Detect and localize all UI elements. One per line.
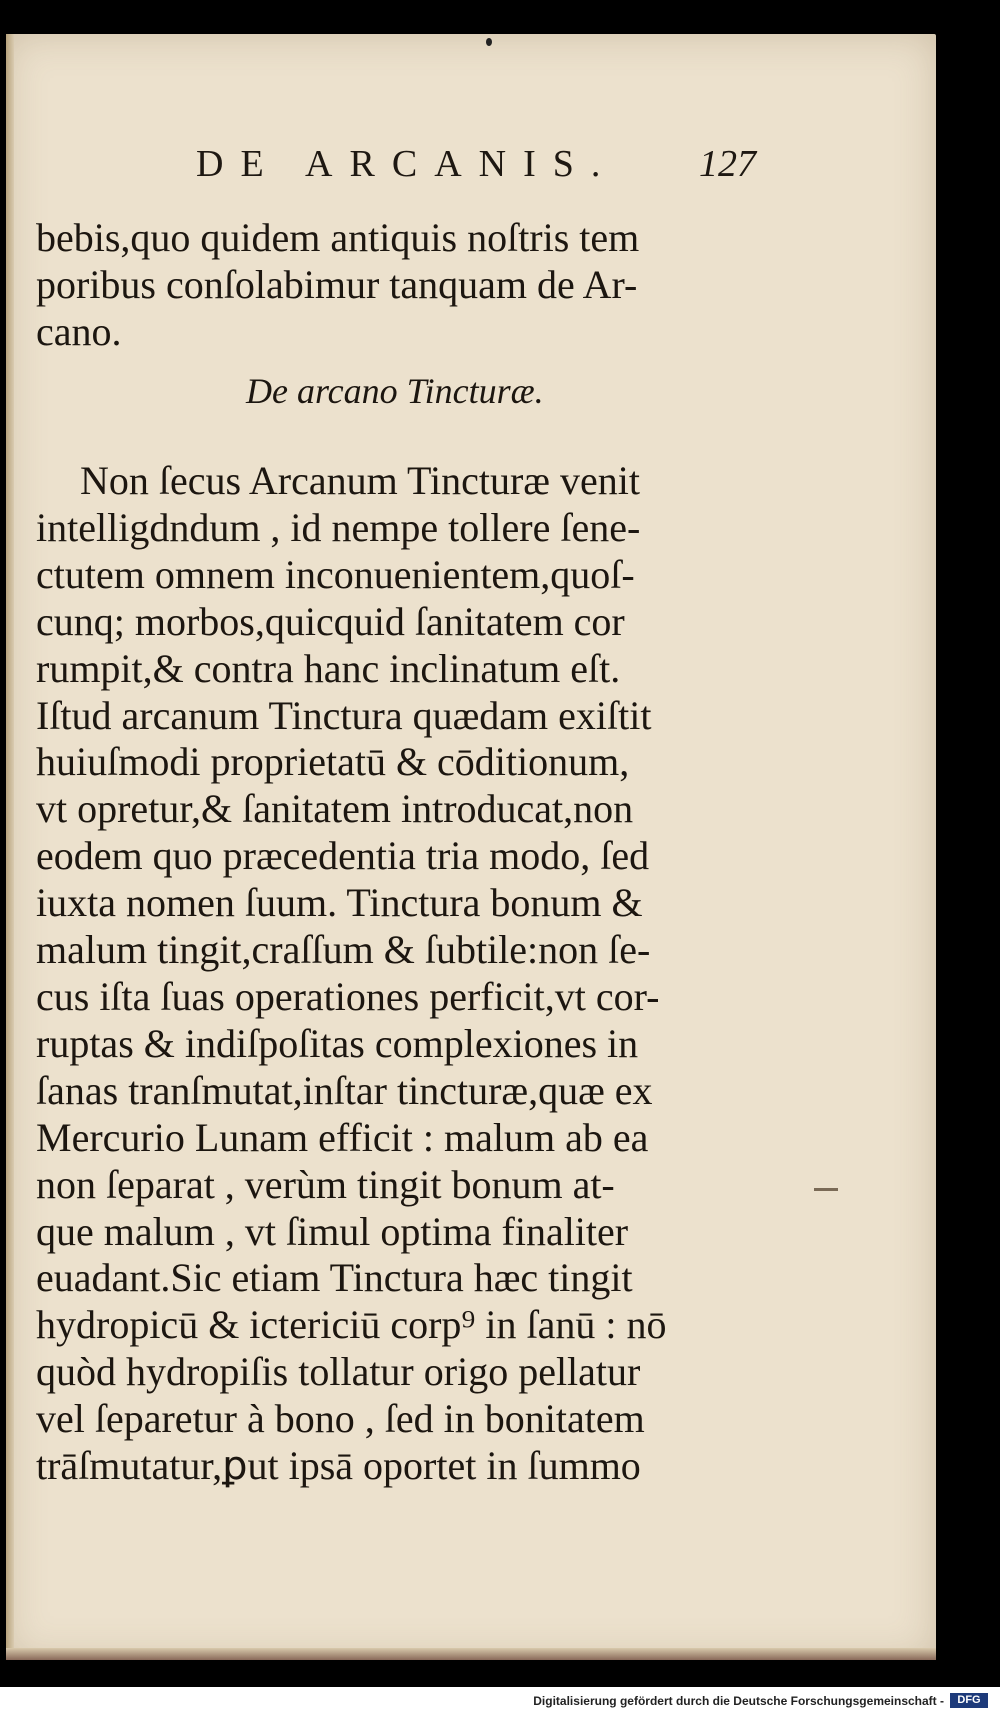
text-line: non ſeparat , verùm tingit bonum at- — [36, 1161, 615, 1207]
text-line: que malum , vt ſimul optima finaliter — [36, 1208, 629, 1254]
page-number: 127 — [699, 143, 756, 185]
text-line: Iſtud arcanum Tinctura quædam exiſtit — [36, 692, 652, 738]
opening-text — [36, 214, 756, 355]
text-line: euadant.Sic etiam Tinctura hæc tingit — [36, 1255, 633, 1301]
text-line: eodem quo præcedentia tria modo, ſed — [36, 833, 650, 879]
text-line: malum tingit,craſſum & ſubtile:non ſe- — [36, 927, 651, 973]
text-line: rumpit,& contra hanc inclinatum eſt. — [36, 645, 621, 691]
footer-credit: Digitalisierung gefördert durch die Deutsche Forschungsgemeinschaft - — [533, 1694, 944, 1708]
body-text — [36, 458, 766, 1490]
page-gutter — [6, 34, 14, 1660]
text-line: huiuſmodi proprietatū & cōditionum, — [36, 739, 630, 785]
text-line: ruptas & indiſpoſitas complexiones in — [36, 1020, 639, 1066]
text-line: cus iſta ſuas operationes perficit,vt cor- — [36, 973, 660, 1019]
text-line: iuxta nomen ſuum. Tinctura bonum & — [36, 880, 643, 926]
page-bottom-edge — [6, 1648, 936, 1660]
text-line: ctutem omnem inconuenientem,quoſ- — [36, 551, 635, 597]
running-title: DE ARCANIS. — [196, 143, 618, 185]
text-line: Mercurio Lunam efficit : malum ab ea — [36, 1114, 649, 1160]
section-heading: De arcano Tincturæ. — [246, 371, 544, 411]
text-line: vel ſeparetur à bono , ſed in bonitatem — [36, 1396, 645, 1442]
dfg-logo-icon: DFG — [950, 1693, 988, 1708]
text-line: bebis,quo quidem antiquis noſtris tem — [36, 215, 640, 260]
text-line: Non ſecus Arcanum Tincturæ venit — [80, 458, 640, 503]
text-line: vt opretur,& ſanitatem introducat,non — [36, 786, 634, 832]
text-line: ſanas tranſmutat,inſtar tincturæ,quæ ex — [36, 1067, 653, 1113]
text-line: trāſmutatur,ꝑut ipsā oportet in ſummo — [36, 1443, 641, 1489]
running-head — [196, 142, 756, 186]
text-line: cunq; morbos,quicquid ſanitatem cor — [36, 598, 625, 644]
margin-mark — [814, 1188, 838, 1191]
text-line: hydropicū & ictericiū corp⁹ in ſanū : nō — [36, 1302, 667, 1348]
book-page — [6, 34, 936, 1660]
text-line: cano. — [36, 309, 122, 354]
digitization-footer — [0, 1687, 1000, 1713]
text-line: poribus conſolabimur tanquam de Ar- — [36, 262, 638, 307]
text-line: intelligdndum , id nempe tollere ſene- — [36, 504, 641, 550]
text-line: quòd hydropiſis tollatur origo pellatur — [36, 1349, 641, 1395]
ink-dot — [486, 38, 492, 46]
